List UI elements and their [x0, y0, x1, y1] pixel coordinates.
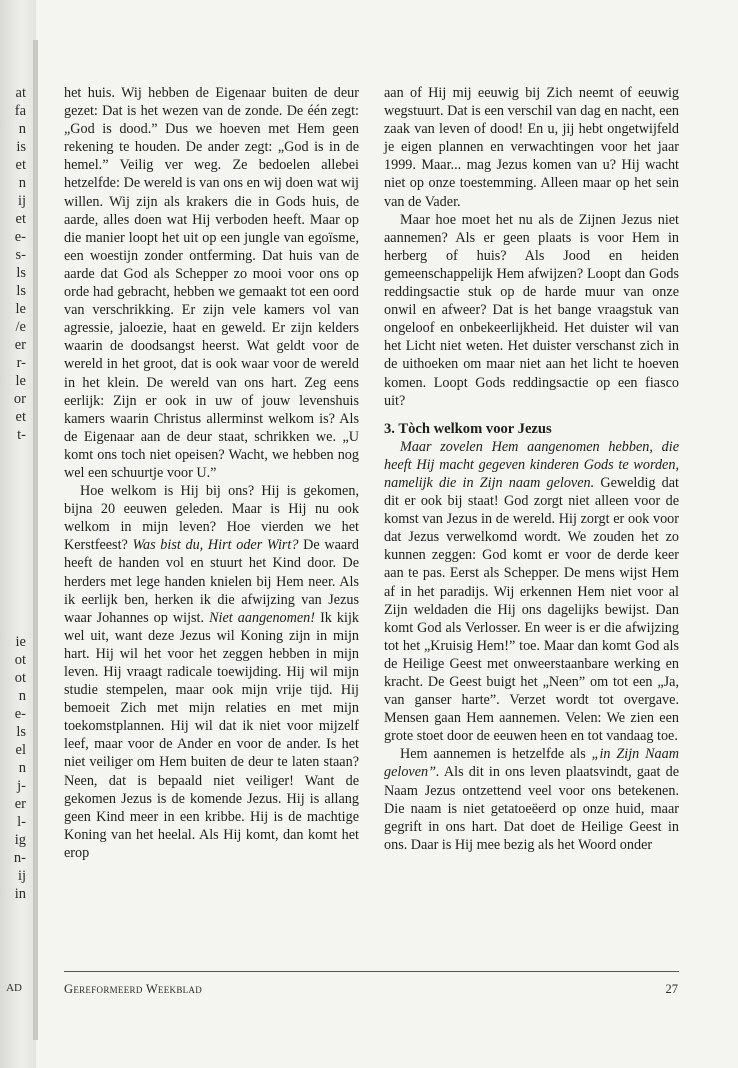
prev-line: is — [16, 139, 26, 155]
prev-line: at — [15, 85, 26, 101]
page-number: 27 — [665, 982, 678, 996]
prev-line: et — [15, 157, 26, 173]
text-run: Geweldig dat dit er ook bij staat! God zorgt niet alleen voor de komst van Jezus in de wereld. Hij zorgt er ook voor dat Jezus verwelkomd wordt. We zouden het zo kunnen zeggen: God komt er voor de derde keer aan te pas. Eerst als Schepper. De mens wijst Hem af in het paradijs. Wij erkennen Hem niet voor al Zijn weldaden die Hij ons dagelijks bewijst. Dan komt God als Verlosser. En weer is er die afwijzing tot het „Kruisig Hem!” toe. Maar dan komt God als de Heilige Geest met onweerstaanbare werking en kracht. De Geest buigt het „Neen” om tot een „Ja, van ganser harte”. Verzet wordt tot overgave. Mensen gaan Hem aannemen. Velen: We zien een grote stoet door de eeuwen heen en tot vandaag toe. — [384, 474, 679, 745]
previous-page-footer: AD — [6, 982, 22, 994]
prev-line: le — [15, 301, 26, 317]
prev-line: /e — [15, 319, 26, 335]
book-spine-shadow — [33, 40, 38, 1040]
prev-line: er — [14, 796, 26, 812]
prev-line: r- — [16, 355, 26, 371]
prev-line: et — [15, 211, 26, 227]
prev-line: ie — [15, 634, 26, 650]
prev-line: er — [14, 337, 26, 353]
prev-line: in — [14, 886, 26, 902]
publication-name: Gereformeerd Weekblad — [64, 982, 203, 996]
prev-line: s- — [15, 247, 26, 263]
paragraph: aan of Hij mij eeuwig bij Zich neemt of eeuwig wegstuurt. Dat is een verschil van dag en nacht, een zaak van leven of dood! En u, jij hebt ongetwijfeld je eigen plannen en verwachtingen voor het jaar 1999. Maar... mag Jezus komen van u? Hij wacht niet op onze toestemming. Alleen maar op het sein van de Vader. — [384, 85, 679, 210]
paragraph: het huis. Wij hebben de Eigenaar buiten de deur gezet: Dat is het wezen van de zonde. De één zegt: „God is dood.” Dus we hoeven met Hem geen rekening te houden. De ander zegt: „God is in de hemel.” Veilig ver weg. Ze bedoelen allebei hetzelfde: De wereld is van ons en wij doen wat wij willen. Wij zijn als krakers die in Gods huis, de aarde, alles doen wat Hij verboden heeft. Maar op die manier loopt het uit op een jungle van egoïsme, een woestijn zonder ontferming. Dat huis van de aarde dat God als Schepper zo mooi voor ons op orde had gebracht, hebben we gemaakt tot een oord van verschrikking. Er zijn vele kamers vol van agressie, jaloezie, haat en geweld. Er zijn kelders waarin de doodsangst heerst. Wat geldt voor de wereld in het groot, dat is ook waar voor de wereld in het klein. De wereld van ons hart. Zeg eens eerlijk: Zijn er ook in uw of jouw levenshuis kamers waarin Christus allerminst welkom is? Als de Eigenaar aan de deur staat, schrikken we. „U komt ons toch niet opeisen? Wacht, we hebben nog wel een schuurtje voor U.” — [64, 85, 359, 481]
previous-page-edge — [0, 84, 26, 903]
prev-line: ij — [17, 868, 26, 884]
prev-line: ot — [14, 670, 26, 686]
italic-emphasis: Niet aangenomen! — [209, 609, 316, 626]
prev-line: l- — [17, 814, 26, 830]
prev-line: ig — [14, 832, 26, 848]
paragraph — [64, 482, 359, 862]
prev-line: n — [18, 688, 26, 704]
text-run: Hem aannemen is hetzelfde als — [400, 746, 592, 763]
footer-rule — [64, 971, 679, 972]
prev-line: ls — [16, 283, 26, 299]
prev-line: e- — [14, 229, 26, 245]
italic-quote: „in Zijn Naam geloven”. — [384, 746, 679, 781]
prev-line: n — [18, 175, 26, 191]
paragraph — [384, 438, 679, 746]
prev-line: ij — [17, 193, 26, 209]
section-heading: 3. Tòch welkom voor Jezus — [384, 420, 552, 437]
prev-line: n- — [13, 850, 26, 866]
prev-line: fa — [14, 103, 26, 119]
prev-line: ot — [14, 652, 26, 668]
prev-line: ls — [16, 265, 26, 281]
prev-line: e- — [14, 706, 26, 722]
prev-line: n — [18, 760, 26, 776]
prev-gap — [0, 444, 26, 633]
prev-line: j- — [17, 778, 26, 794]
text-run: Hoe welkom is Hij bij ons? Hij is gekomen, bijna 20 eeuwen geleden. Maar is Hij nu ook welkom in mijn leven? Hoe vierden we het Kerstfeest? — [64, 483, 359, 554]
text-run: Als dit in ons leven plaatsvindt, gaat de Naam Jezus ontzettend veel voor ons betekenen. Die naam is niet getatoeëerd op onze huid, maar gegrift in ons hart. Dat doet de Heilige Geest in ons. Daar is Hij mee bezig als het Woord onder — [384, 764, 679, 853]
text-run: De waard heeft de handen vol en stuurt het Kind door. De herders met lege handen knielen bij Hem neer. Als ik eerlijk ben, herken ik die afwijzing van Jezus waar Johannes op wijst. — [64, 537, 360, 626]
article-column-right — [384, 84, 679, 854]
prev-line: ls — [16, 724, 26, 740]
article-column-left — [64, 84, 359, 862]
italic-quote: Was bist du, Hirt oder Wirt? — [132, 537, 299, 554]
italic-scripture-quote: Maar zovelen Hem aangenomen hebben, die heeft Hij macht gegeven kinderen Gods te worden, namelijk die in Zijn naam geloven. — [384, 438, 679, 491]
paragraph — [384, 745, 679, 854]
paragraph: Maar hoe moet het nu als de Zijnen Jezus niet aannemen? Als er geen plaats is voor Hem in herberg of huis? Als Jood en heiden gemeenschappelijk Hem afwijzen? Loopt dan Gods reddingsactie stuk op de harde muur van onze onwil en afweer? Dat is het bange vraagstuk van ongeloof en onbekeerlijkheid. Het duister wil van het Licht niet weten. Het duister verschanst zich in de uithoeken om maar niet aan het licht te hoeven komen. Loopt Gods reddingsactie op een fiasco uit? — [384, 211, 679, 409]
prev-line: t- — [17, 427, 26, 443]
prev-line: n — [18, 121, 26, 137]
text-run: Ik kijk wel uit, want deze Jezus wil Koning zijn in mijn hart. Hij wil het voor het zeggen hebben in mijn leven. Hij vraagt radicale toewijding. Hij wil mijn studie stempelen, maar ook mijn vrije tijd. Hij bemoeit Zich met mijn relaties en met mijn toekomstplannen. Hij wil dat ik niet voor mijzelf leef, maar voor de Ander en voor de ander. Is het niet veiliger om Hem buiten de deur te laten staan? Neen, dat is bepaald niet veiliger! Want de gekomen Jezus is de komende Jezus. Hij is allang geen Kind meer in een kribbe. Hij is de machtige Koning van het heelal. Als Hij komt, dan komt het erop — [64, 609, 359, 861]
prev-line: et — [15, 409, 26, 425]
prev-line: le — [15, 373, 26, 389]
prev-line: el — [15, 742, 26, 758]
prev-line: or — [13, 391, 26, 407]
